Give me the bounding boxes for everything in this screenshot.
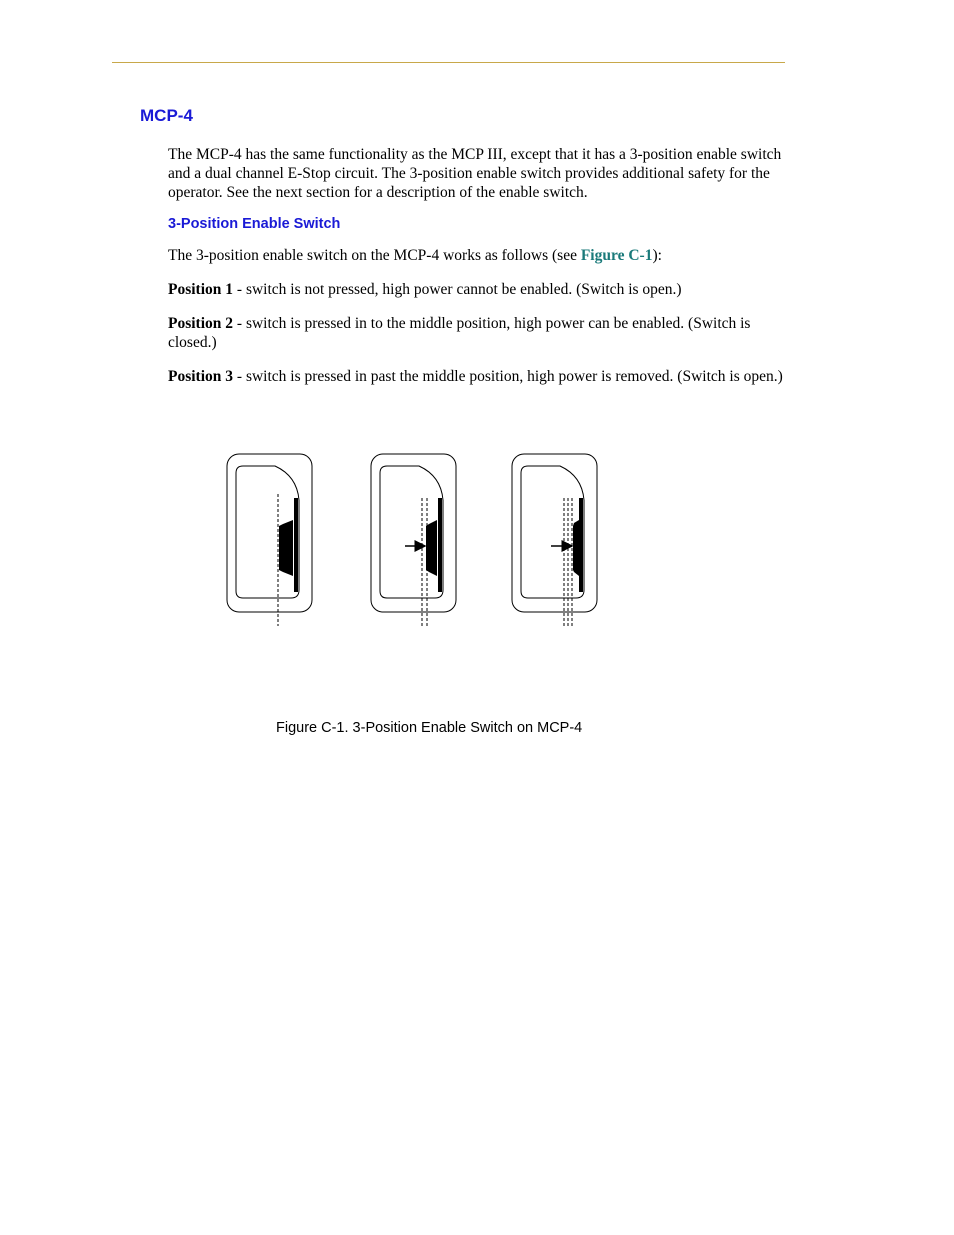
switch-1-button <box>279 520 293 576</box>
lead-paragraph <box>168 246 788 265</box>
switch-position-2-drawing <box>371 454 456 626</box>
subsection-heading: 3-Position Enable Switch <box>168 216 341 232</box>
position-1-label: Position 1 <box>168 281 234 298</box>
switch-2-button <box>426 520 437 576</box>
switch-2-plate <box>438 498 442 592</box>
figure-reference-link[interactable]: Figure C-1 <box>580 247 653 264</box>
position-2-text: - switch is pressed in to the middle position, high power can be enabled. (Switch is closed.) <box>168 315 751 351</box>
lead-text-before: The 3-position enable switch on the MCP-4 works as follows (see <box>168 247 581 264</box>
lead-text-after: ): <box>652 247 662 264</box>
position-1-text: - switch is not pressed, high power cannot be enabled. (Switch is open.) <box>233 281 682 298</box>
switch-position-3-drawing <box>512 454 597 626</box>
position-3-label: Position 3 <box>168 368 234 385</box>
position-3-paragraph <box>168 367 788 386</box>
switch-3-plate <box>579 498 583 592</box>
position-3-text: - switch is pressed in past the middle position, high power is removed. (Switch is open.) <box>233 368 783 385</box>
header-rule <box>112 62 785 63</box>
intro-paragraph: The MCP-4 has the same functionality as the MCP III, except that it has a 3-position enable switch and a dual channel E-Stop circuit. The 3-position enable switch provides additional safety for the operator. See the next section for a description of the enable switch. <box>168 146 782 201</box>
switch-position-1-drawing <box>227 454 312 626</box>
position-2-label: Position 2 <box>168 315 234 332</box>
switch-1-plate <box>294 498 298 592</box>
switch-3-button <box>573 520 579 576</box>
position-1-paragraph <box>168 280 788 299</box>
figure-caption: Figure C-1. 3-Position Enable Switch on MCP-4 <box>276 720 583 736</box>
enable-switch-figure <box>215 440 615 640</box>
position-2-paragraph <box>168 314 788 352</box>
section-heading: MCP-4 <box>140 106 193 125</box>
